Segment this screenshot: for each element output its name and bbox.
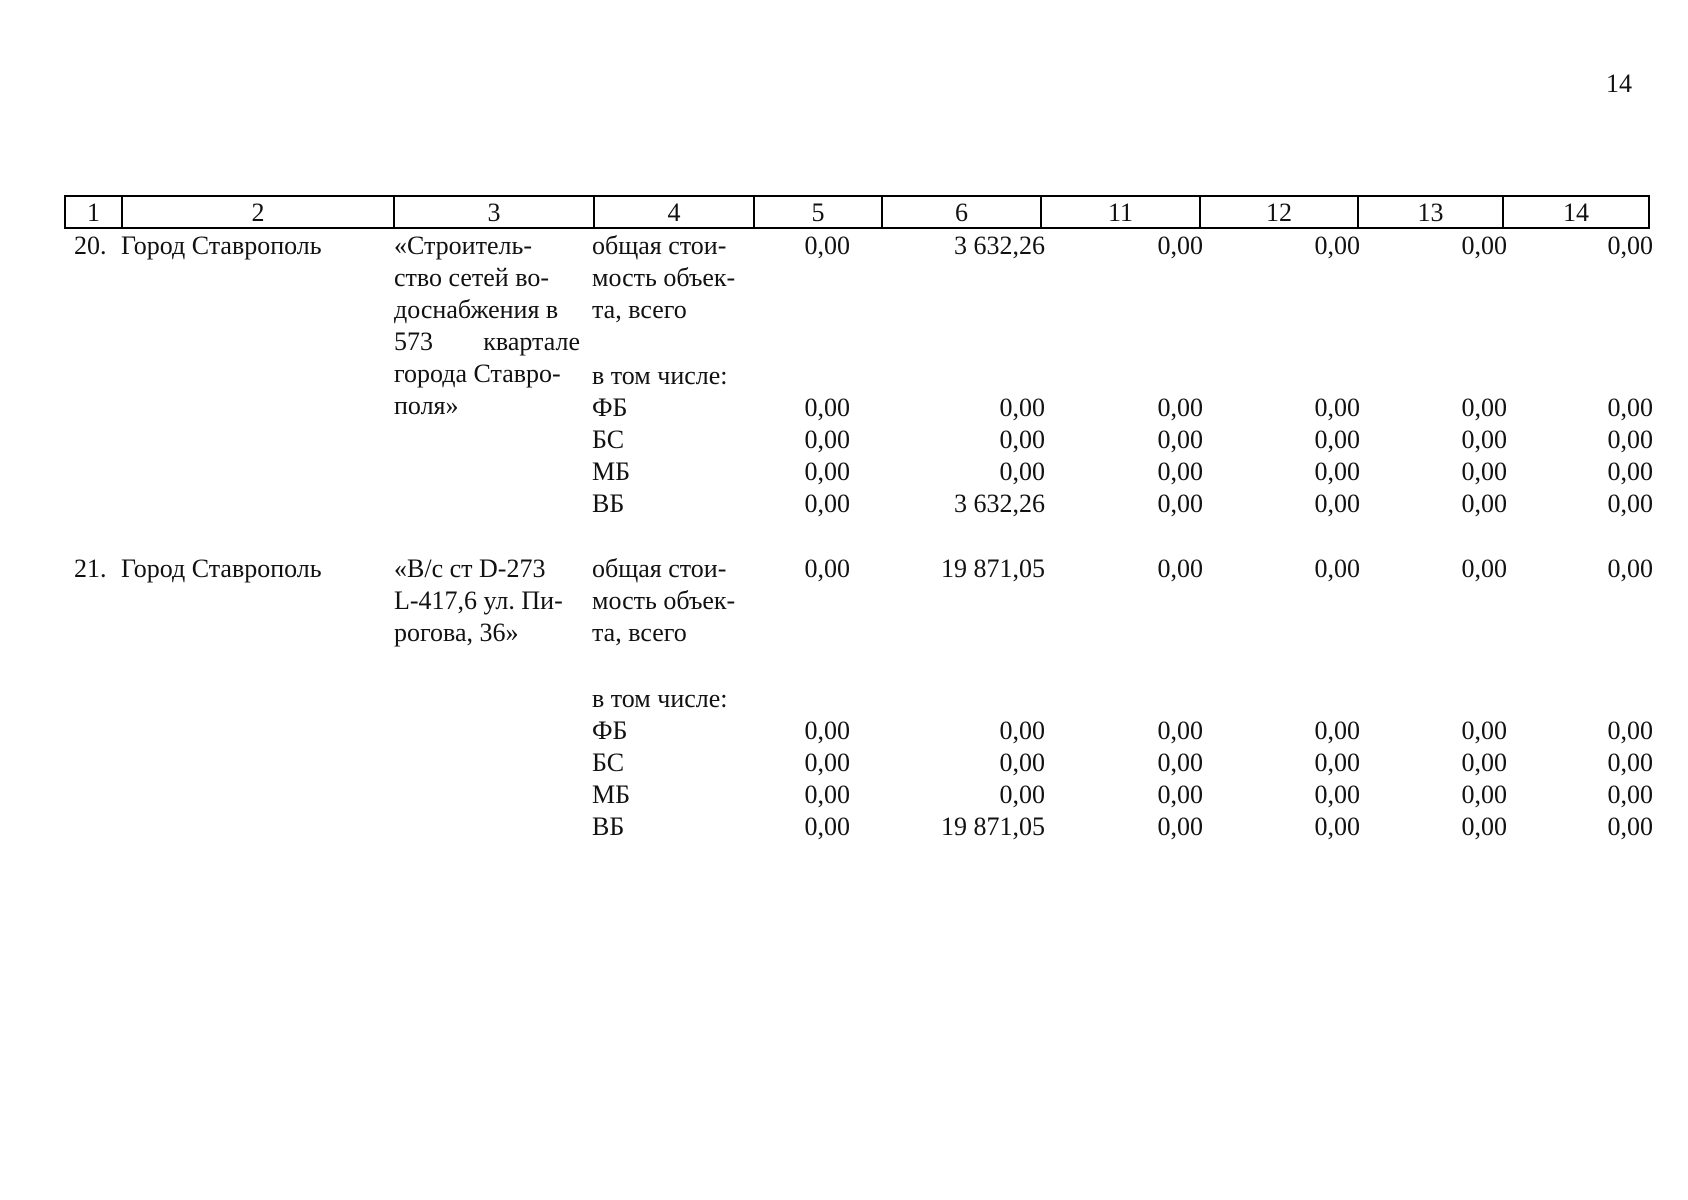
funding-source-value: 0,00 — [1461, 780, 1507, 809]
including-label: в том числе: — [592, 684, 728, 713]
page-number: 14 — [1606, 69, 1632, 98]
funding-source-value: 0,00 — [1607, 748, 1653, 777]
funding-source-value: 0,00 — [804, 489, 850, 518]
total-cost-value: 0,00 — [1314, 554, 1360, 583]
header-cell: 2 — [121, 197, 393, 227]
funding-source-value: 0,00 — [1314, 425, 1360, 454]
funding-source-value: 0,00 — [1461, 393, 1507, 422]
header-cell: 6 — [881, 197, 1040, 227]
funding-source-value: 0,00 — [999, 393, 1045, 422]
funding-source-value: 0,00 — [1461, 425, 1507, 454]
funding-source-value: 0,00 — [1314, 748, 1360, 777]
funding-source-value: 19 871,05 — [941, 812, 1045, 841]
funding-source-value: 3 632,26 — [954, 489, 1045, 518]
territory-name: Город Ставрополь — [121, 554, 322, 583]
funding-source-label: ФБ — [592, 716, 628, 745]
total-cost-value: 0,00 — [1314, 231, 1360, 260]
funding-source-value: 0,00 — [1607, 393, 1653, 422]
total-cost-label: мость объек- — [592, 586, 736, 615]
row-number: 21. — [74, 554, 107, 583]
funding-source-value: 0,00 — [804, 812, 850, 841]
including-label: в том числе: — [592, 361, 728, 390]
funding-source-label: ВБ — [592, 489, 625, 518]
funding-source-value: 0,00 — [804, 457, 850, 486]
total-cost-label: та, всего — [592, 618, 687, 647]
header-cell: 13 — [1357, 197, 1502, 227]
funding-source-value: 0,00 — [1607, 780, 1653, 809]
funding-source-value: 0,00 — [1314, 489, 1360, 518]
total-cost-value: 19 871,05 — [941, 554, 1045, 583]
header-cell: 11 — [1040, 197, 1199, 227]
row-number: 20. — [74, 231, 107, 260]
total-cost-value: 0,00 — [1461, 231, 1507, 260]
total-cost-value: 0,00 — [1157, 231, 1203, 260]
total-cost-value: 0,00 — [804, 231, 850, 260]
object-name-line: рогова, 36» — [394, 618, 519, 647]
total-cost-value: 0,00 — [1607, 554, 1653, 583]
funding-source-value: 0,00 — [804, 425, 850, 454]
funding-source-label: ФБ — [592, 393, 628, 422]
total-cost-label: мость объек- — [592, 263, 736, 292]
header-cell: 1 — [87, 198, 100, 227]
total-cost-value: 0,00 — [804, 554, 850, 583]
funding-source-value: 0,00 — [1607, 489, 1653, 518]
funding-source-value: 0,00 — [1314, 780, 1360, 809]
funding-source-value: 0,00 — [1157, 812, 1203, 841]
funding-source-label: ВБ — [592, 812, 625, 841]
funding-source-label: БС — [592, 748, 625, 777]
territory-name: Город Ставрополь — [121, 231, 322, 260]
total-cost-label: общая стои- — [592, 554, 727, 583]
object-name-line: доснабжения в — [394, 295, 559, 324]
funding-source-value: 0,00 — [1461, 748, 1507, 777]
total-cost-label: та, всего — [592, 295, 687, 324]
funding-source-value: 0,00 — [1157, 457, 1203, 486]
funding-source-value: 0,00 — [1461, 489, 1507, 518]
funding-source-label: МБ — [592, 780, 631, 809]
funding-source-value: 0,00 — [1607, 812, 1653, 841]
funding-source-value: 0,00 — [804, 780, 850, 809]
total-cost-value: 0,00 — [1607, 231, 1653, 260]
funding-source-value: 0,00 — [1607, 425, 1653, 454]
funding-source-value: 0,00 — [999, 457, 1045, 486]
funding-source-value: 0,00 — [999, 780, 1045, 809]
funding-source-value: 0,00 — [1314, 457, 1360, 486]
table-header — [64, 195, 1650, 229]
funding-source-value: 0,00 — [999, 425, 1045, 454]
total-cost-label: общая стои- — [592, 231, 727, 260]
funding-source-value: 0,00 — [999, 716, 1045, 745]
funding-source-value: 0,00 — [1157, 425, 1203, 454]
header-cell: 5 — [753, 197, 881, 227]
funding-source-value: 0,00 — [1461, 457, 1507, 486]
funding-source-label: МБ — [592, 457, 631, 486]
object-name-line: ство сетей во- — [394, 263, 549, 292]
funding-source-value: 0,00 — [1461, 812, 1507, 841]
funding-source-value: 0,00 — [1157, 489, 1203, 518]
funding-source-value: 0,00 — [1157, 748, 1203, 777]
header-cell: 14 — [1502, 197, 1648, 227]
total-cost-value: 3 632,26 — [954, 231, 1045, 260]
total-cost-value: 0,00 — [1461, 554, 1507, 583]
funding-source-value: 0,00 — [1157, 716, 1203, 745]
object-name-line: поля» — [394, 391, 459, 420]
funding-source-value: 0,00 — [804, 393, 850, 422]
object-name-line: 573 квартале — [394, 327, 580, 356]
funding-source-value: 0,00 — [1607, 716, 1653, 745]
funding-source-value: 0,00 — [1157, 780, 1203, 809]
header-cell: 3 — [393, 197, 593, 227]
funding-source-value: 0,00 — [804, 748, 850, 777]
total-cost-value: 0,00 — [1157, 554, 1203, 583]
funding-source-value: 0,00 — [804, 716, 850, 745]
object-name-line: города Ставро- — [394, 359, 561, 388]
object-name-line: «В/с ст D-273 — [394, 554, 546, 583]
header-cell: 12 — [1199, 197, 1357, 227]
funding-source-value: 0,00 — [1157, 393, 1203, 422]
funding-source-value: 0,00 — [1314, 812, 1360, 841]
funding-source-label: БС — [592, 425, 625, 454]
funding-source-value: 0,00 — [999, 748, 1045, 777]
funding-source-value: 0,00 — [1461, 716, 1507, 745]
header-cell: 4 — [593, 197, 753, 227]
funding-source-value: 0,00 — [1607, 457, 1653, 486]
object-name-line: «Строитель- — [394, 231, 532, 260]
funding-source-value: 0,00 — [1314, 393, 1360, 422]
object-name-line: L-417,6 ул. Пи- — [394, 586, 563, 615]
funding-source-value: 0,00 — [1314, 716, 1360, 745]
